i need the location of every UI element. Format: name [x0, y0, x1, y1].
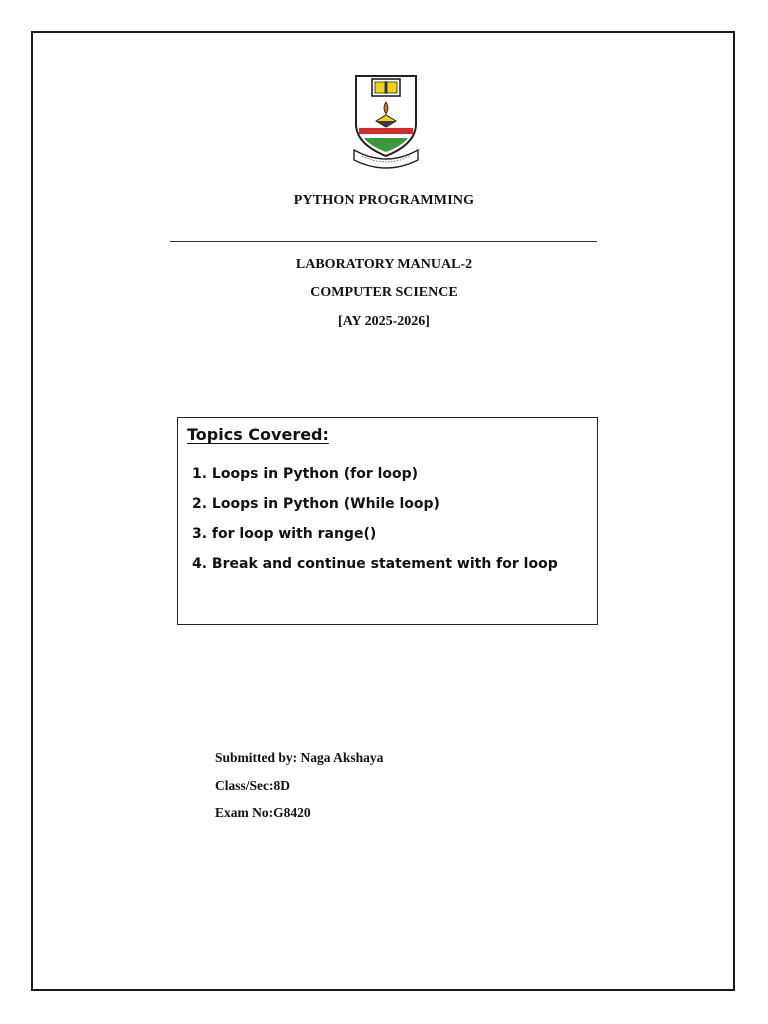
- submitted-by-label: Submitted by: Naga Akshaya: [215, 750, 384, 765]
- topic-item: 3. for loop with range(): [192, 526, 377, 542]
- exam-number-label: Exam No:G8420: [215, 805, 311, 820]
- subject-label: COMPUTER SCIENCE: [310, 285, 458, 300]
- title-divider: [170, 241, 597, 242]
- topics-covered-box: [177, 417, 598, 625]
- topic-item: 1. Loops in Python (for loop): [192, 466, 419, 482]
- topics-list: [192, 464, 558, 584]
- school-crest-logo: [352, 72, 420, 172]
- topic-item: 4. Break and continue statement with for loop: [192, 556, 558, 572]
- topics-heading: Topics Covered:: [187, 425, 329, 444]
- document-title: PYTHON PROGRAMMING: [293, 193, 475, 208]
- class-section-label: Class/Sec:8D: [215, 778, 290, 793]
- topic-item: 2. Loops in Python (While loop): [192, 496, 440, 512]
- academic-year-label: [AY 2025-2026]: [338, 314, 430, 329]
- manual-label: LABORATORY MANUAL-2: [295, 257, 473, 272]
